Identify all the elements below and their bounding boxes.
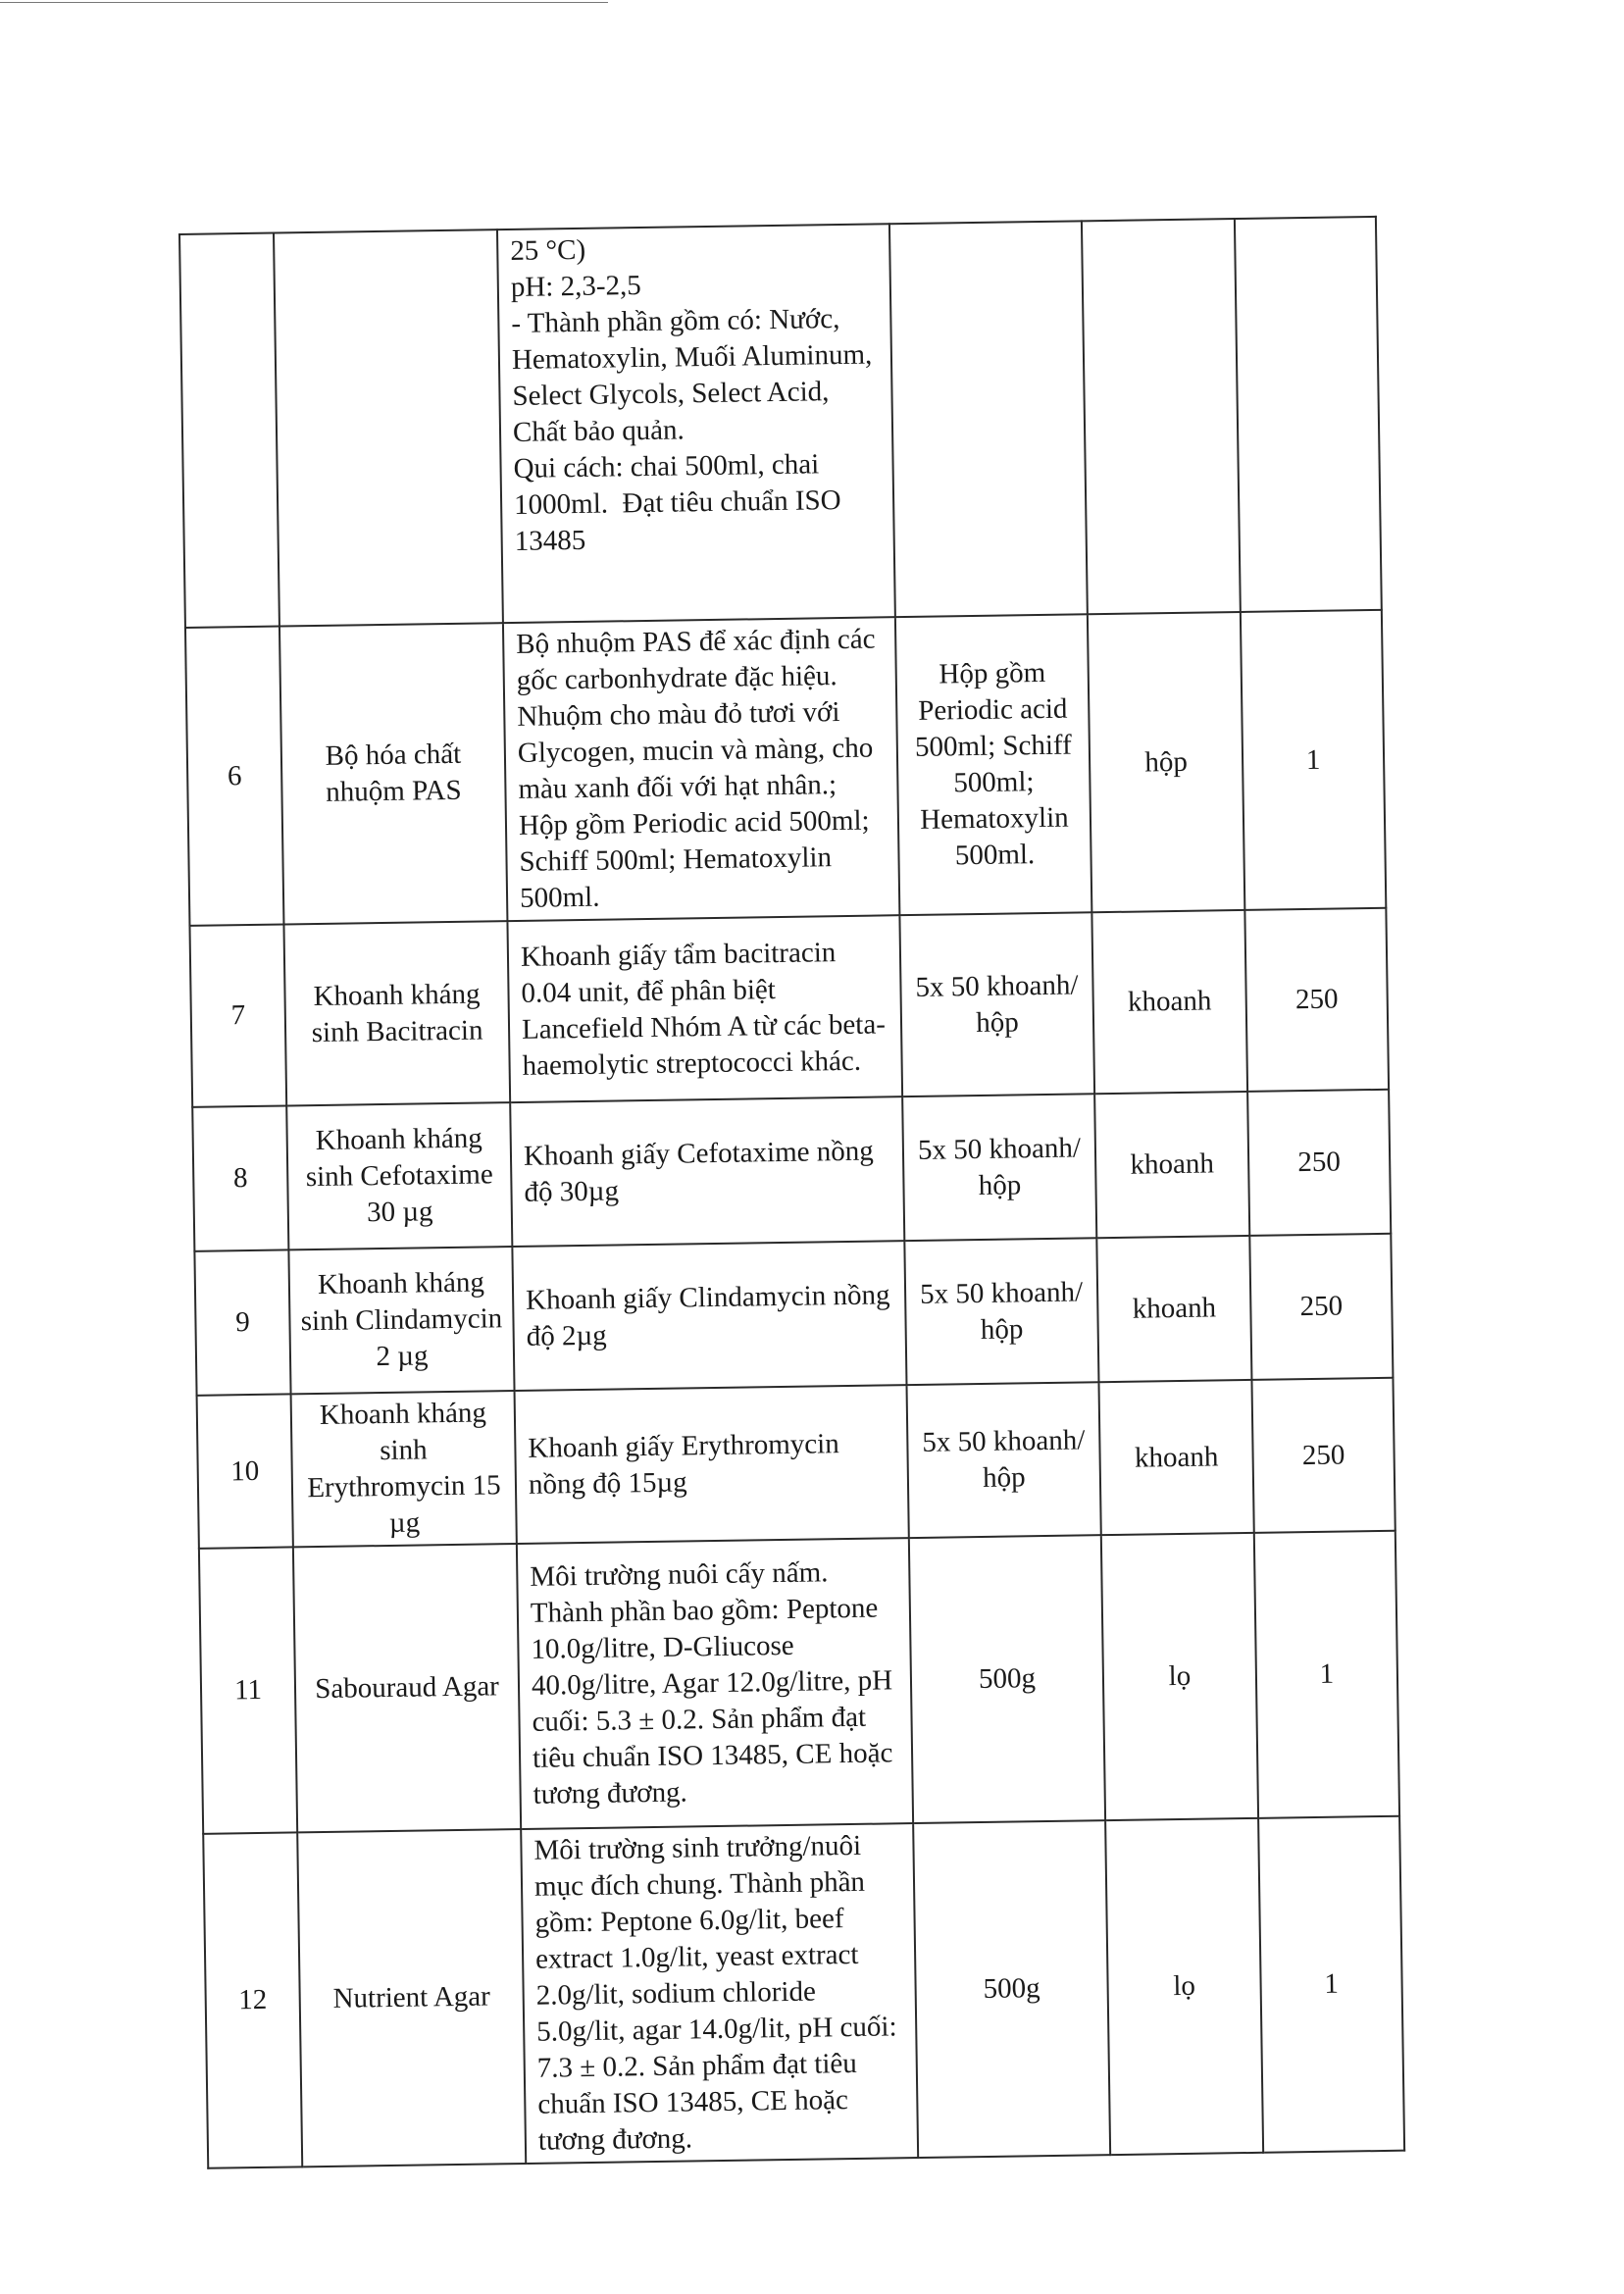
description-cell: Khoanh giấy Clindamycin nồng độ 2µg xyxy=(512,1241,906,1391)
name-cell: Khoanh kháng sinh Bacitracin xyxy=(283,921,510,1105)
description-cell: Môi trường sinh trưởng/nuôi mục đích chung. Thành phần gồm: Peptone 6.0g/lit, beef extract 1.0g/lit, yeast extract 2.0g/lit, sodium chloride 5.0g/lit, agar 14.0g/lit, pH cuối: 7.3 ± 0.2. Sản phẩm đạt tiêu chuẩn ISO 13485, CE hoặc tương đương. xyxy=(521,1823,918,2164)
quantity-cell: 250 xyxy=(1249,1234,1393,1380)
description-line: Qui cách: chai 500ml, chai 1000ml. Đạt tiêu chuẩn ISO 13485 xyxy=(513,448,841,557)
unit-cell: khoanh xyxy=(1096,1236,1251,1382)
quantity-cell: 1 xyxy=(1258,1816,1404,2153)
unit-cell: khoanh xyxy=(1091,910,1247,1094)
name-cell xyxy=(274,229,503,626)
table-row xyxy=(203,1816,1404,2168)
packaging-cell: Hộp gồm Periodic acid 500ml; Schiff 500ml; Hematoxylin 500ml. xyxy=(895,614,1091,915)
name-cell: Khoanh kháng sinh Clindamycin 2 µg xyxy=(288,1247,514,1394)
table-row xyxy=(194,1234,1393,1396)
packaging-cell xyxy=(889,221,1088,617)
quantity-cell: 1 xyxy=(1254,1531,1399,1818)
description-cell: Môi trường nuôi cấy nấm. Thành phần bao gồm: Peptone 10.0g/litre, D-Gliucose 40.0g/litre, Agar 12.0g/litre, pH cuối: 5.3 ± 0.2. Sản phẩm đạt tiêu chuẩn ISO 13485, CE hoặc tương đương. xyxy=(517,1538,913,1829)
unit-cell: hộp xyxy=(1088,612,1244,912)
table-row xyxy=(179,217,1382,628)
table-row xyxy=(185,610,1386,926)
quantity-cell: 250 xyxy=(1247,1090,1391,1236)
name-cell: Nutrient Agar xyxy=(297,1829,526,2167)
stt-cell: 12 xyxy=(203,1832,302,2167)
table-row xyxy=(192,1090,1391,1251)
name-cell: Khoanh kháng sinh Cefotaxime 30 µg xyxy=(286,1102,512,1249)
stt-cell: 10 xyxy=(197,1394,293,1548)
description-cell: Khoanh giấy Erythromycin nồng độ 15µg xyxy=(515,1385,909,1544)
packaging-cell: 5x 50 khoanh/ hộp xyxy=(902,1094,1096,1241)
packaging-cell: 5x 50 khoanh/ hộp xyxy=(904,1238,1098,1385)
table-row xyxy=(197,1378,1396,1549)
quantity-cell: 1 xyxy=(1241,610,1386,910)
stt-cell: 11 xyxy=(199,1547,297,1833)
name-cell: Khoanh kháng sinh Erythromycin 15 µg xyxy=(291,1391,517,1547)
table-row xyxy=(199,1531,1399,1834)
packaging-cell: 500g xyxy=(909,1535,1105,1823)
description-cell xyxy=(497,224,895,623)
description-line: pH: 2,3-2,5 xyxy=(510,270,641,303)
quantity-cell xyxy=(1235,217,1382,612)
quantity-cell: 250 xyxy=(1251,1378,1395,1533)
name-cell: Bộ hóa chất nhuộm PAS xyxy=(279,623,507,924)
unit-cell: khoanh xyxy=(1098,1380,1253,1535)
supply-table xyxy=(178,216,1405,2169)
packaging-cell: 5x 50 khoanh/ hộp xyxy=(906,1382,1100,1538)
table-row xyxy=(189,908,1389,1107)
packaging-cell: 5x 50 khoanh/ hộp xyxy=(899,912,1094,1096)
stt-cell: 7 xyxy=(189,924,286,1106)
document-page xyxy=(178,216,1403,2169)
unit-cell xyxy=(1082,219,1241,614)
unit-cell: khoanh xyxy=(1094,1092,1249,1238)
stt-cell: 8 xyxy=(192,1105,288,1250)
description-cell: Khoanh giấy Cefotaxime nồng độ 30µg xyxy=(510,1096,904,1247)
quantity-cell: 250 xyxy=(1244,908,1389,1092)
stt-cell: 9 xyxy=(194,1249,290,1395)
description-cell: Bộ nhuộm PAS để xác định các gốc carbonhydrate đặc hiệu. Nhuộm cho màu đỏ tươi với Glycogen, mucin và màng, cho màu xanh đối với hạt nhân.; Hộp gồm Periodic acid 500ml; Schiff 500ml; Hematoxylin 500ml. xyxy=(503,617,899,921)
top-edge-line xyxy=(0,2,608,3)
description-cell: Khoanh giấy tẩm bacitracin 0.04 unit, để phân biệt Lancefield Nhóm A từ các beta- haemolytic streptococci khác. xyxy=(507,915,902,1102)
packaging-cell: 500g xyxy=(913,1820,1110,2158)
stt-cell xyxy=(179,233,279,628)
name-cell: Sabouraud Agar xyxy=(293,1544,521,1832)
unit-cell: lọ xyxy=(1105,1818,1263,2155)
description-line: 25 °C) xyxy=(510,233,586,267)
unit-cell: lọ xyxy=(1101,1533,1258,1820)
description-line: - Thành phần gồm có: Nước, Hematoxylin, Muối Aluminum, Select Glycols, Select Acid, Chất bảo quản. xyxy=(511,303,873,448)
stt-cell: 6 xyxy=(185,627,283,926)
